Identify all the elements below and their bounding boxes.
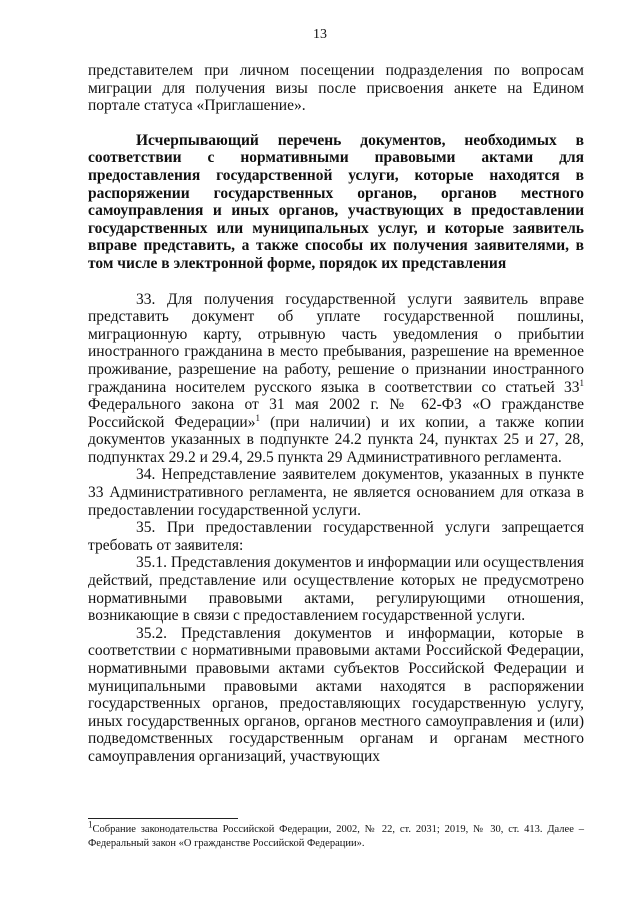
footnote-text: Собрание законодательства Российской Федерации, 2002, № 22, ст. 2031; 2019, № 30, ст. 413. Далее – Федеральный закон «О гражданстве Российской Федерации». xyxy=(88,824,584,849)
paragraph-35-1: 35.1. Представления документов и информации или осуществления действий, представление или осуществление которых не предусмотрено нормативными правовыми актами, регулирующими отношения, возникающие в связи с предоставлением государственной услуги. xyxy=(88,554,584,625)
footnote-ref-article: 1 xyxy=(579,377,584,388)
paragraph-34: 34. Непредставление заявителем документов, указанных в пункте 33 Административного регламента, не является основанием для отказа в предоставлении государственной услуги. xyxy=(88,466,584,519)
footnote-divider xyxy=(88,818,238,819)
section-heading: Исчерпывающий перечень документов, необходимых в соответствии с нормативными правовыми актами для предоставления государственной услуги, которые находятся в распоряжении государственных органов, органов местного самоуправления и иных органов, участвующих в предоставлении государственных или муниципальных услуг, и которые заявитель вправе представить, а также способы их получения заявителями, в том числе в электронной форме, порядок их представления xyxy=(88,131,584,272)
paragraph-33-part-1: 33. Для получения государственной услуги заявитель вправе представить документ об уплате государственной пошлины, миграционную карту, отрывную часть уведомления о прибытии иностранного гражданина в место пребывания, разрешение на временное проживание, разрешение на работу, решение о признании иностранного гражданина носителем русского языка в соответствии со статьей 33 xyxy=(88,290,584,396)
footnote-ref-law: 1 xyxy=(255,412,260,423)
paragraph-continuation: представителем при личном посещении подразделения по вопросам миграции для получения визы после присвоения анкете на Едином портале статуса «Приглашение». xyxy=(88,62,584,115)
paragraph-35: 35. При предоставлении государственной услуги запрещается требовать от заявителя: xyxy=(88,519,584,554)
footnote-marker: 1 xyxy=(88,819,93,830)
paragraph-35-2: 35.2. Представления документов и информации, которые в соответствии с нормативными правовыми актами Российской Федерации, нормативными правовыми актами субъектов Российской Федерации и муниципальными правовыми актами находятся в распоряжении государственных органов, предоставляющих государственную услугу, иных государственных органов, органов местного самоуправления и (или) подведомственных государственным органам и органам местного самоуправления организаций, участвующих xyxy=(88,624,584,765)
document-body xyxy=(88,62,584,766)
paragraph-33 xyxy=(88,291,584,467)
page-number: 13 xyxy=(313,27,327,42)
paragraph-33-part-2: Федерального закона от 31 мая 2002 г. № 62-ФЗ «О гражданстве Российской Федерации» xyxy=(88,396,584,431)
paragraph-33-part-3: (при наличии) и их копии, а также копии документов указанных в подпункте 24.2 пункта 24, пунктах 25 и 27, 28, подпунктах 29.2 и 29.4, 29.5 пункта 29 Административного регламента. xyxy=(88,413,584,466)
footnote xyxy=(88,819,584,851)
